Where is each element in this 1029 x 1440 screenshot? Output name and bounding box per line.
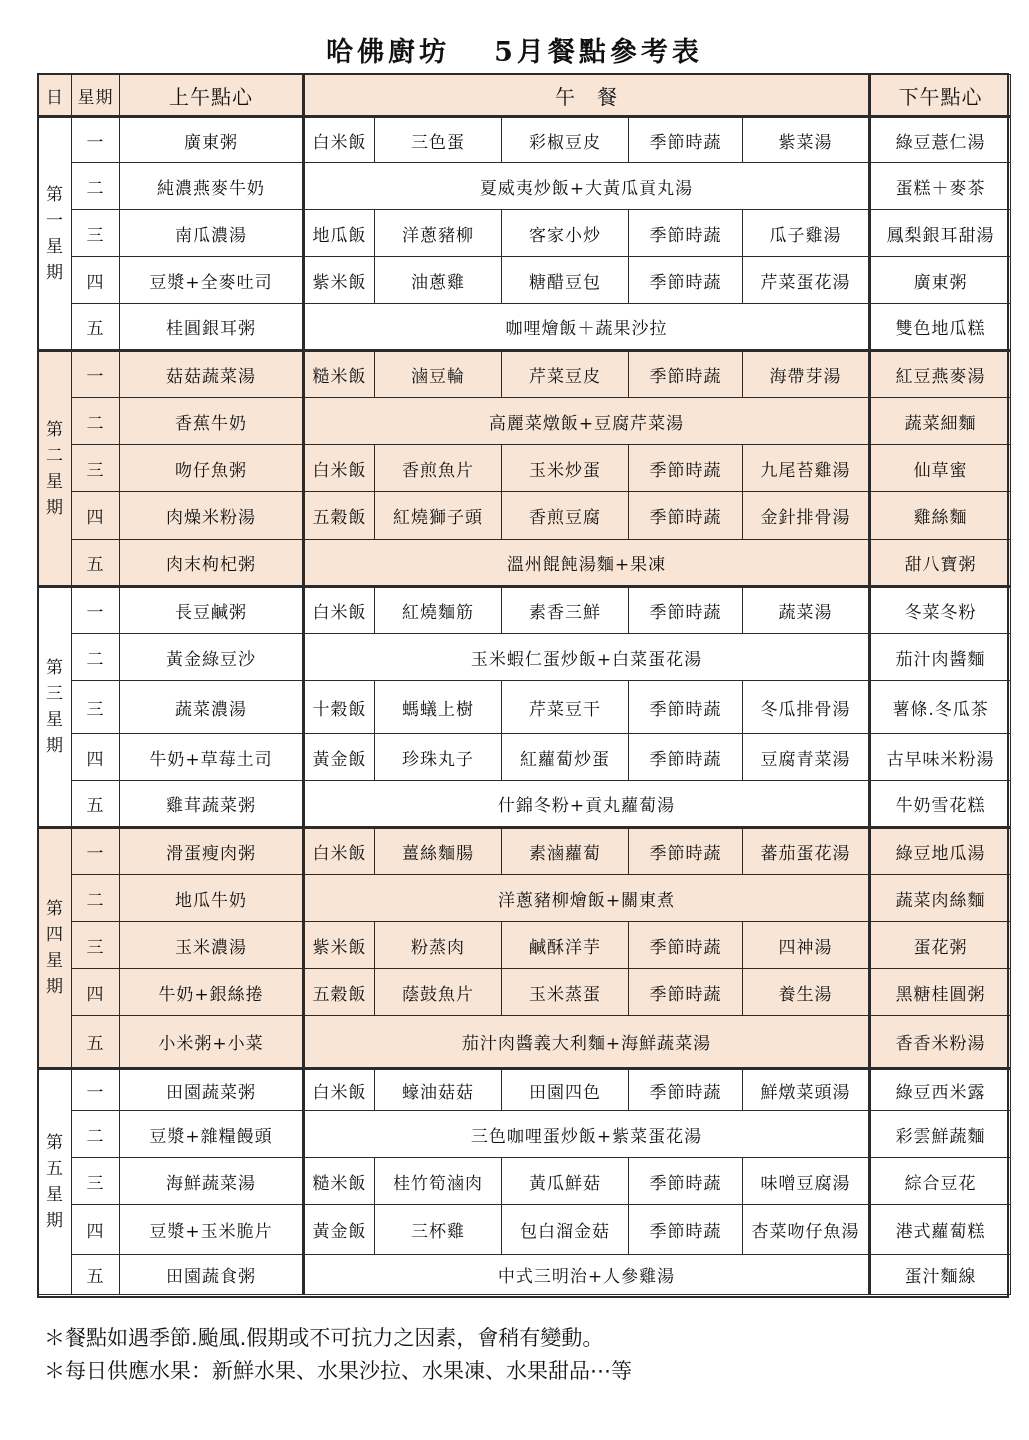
lunch-side-cell: 彩椒豆皮 [502,117,629,163]
lunch-vegetable-cell: 季節時蔬 [629,492,743,540]
weekday-cell: 一 [72,587,120,634]
lunch-main-cell: 油蔥雞 [375,257,502,304]
lunch-main-cell: 三杯雞 [375,1205,502,1255]
weekday-cell: 四 [72,734,120,781]
lunch-vegetable-cell: 季節時蔬 [629,734,743,781]
weekday-cell: 五 [72,540,120,587]
header-afternoon-snack: 下午點心 [870,75,1011,117]
lunch-staple-cell: 白米飯 [304,587,375,634]
lunch-main-cell: 粉蒸肉 [375,922,502,969]
table-row [39,1016,1011,1069]
week-label-char: 星 [46,710,64,730]
lunch-side-cell: 黃瓜鮮菇 [502,1158,629,1205]
morning-snack-cell: 牛奶+草莓土司 [120,734,304,781]
week-label-char: 星 [46,951,64,971]
lunch-soup-cell: 味噌豆腐湯 [743,1158,870,1205]
afternoon-snack-cell: 蛋糕＋麥茶 [870,163,1011,210]
week-label-char: 星 [46,1185,64,1205]
lunch-soup-cell: 四神湯 [743,922,870,969]
weekday-cell: 三 [72,681,120,734]
morning-snack-cell: 廣東粥 [120,117,304,163]
lunch-main-cell: 三色蛋 [375,117,502,163]
lunch-vegetable-cell: 季節時蔬 [629,587,743,634]
table-row [39,257,1011,304]
table-row [39,781,1011,828]
lunch-combined-cell: 三色咖哩蛋炒飯+紫菜蛋花湯 [304,1111,870,1158]
weekday-cell: 五 [72,1016,120,1069]
morning-snack-cell: 肉末枸杞粥 [120,540,304,587]
header-morning-snack: 上午點心 [120,75,304,117]
lunch-side-cell: 芹菜豆皮 [502,351,629,398]
lunch-main-cell: 紅燒麵筋 [375,587,502,634]
lunch-combined-cell: 夏威夷炒飯+大黃瓜貢丸湯 [304,163,870,210]
weekday-cell: 三 [72,922,120,969]
weekday-cell: 五 [72,304,120,351]
week-label-char: 期 [46,736,64,756]
lunch-main-cell: 洋蔥豬柳 [375,210,502,257]
table-row [39,492,1011,540]
lunch-side-cell: 田園四色 [502,1069,629,1111]
afternoon-snack-cell: 蔬菜肉絲麵 [870,875,1011,922]
table-row [39,540,1011,587]
morning-snack-cell: 牛奶+銀絲捲 [120,969,304,1016]
week-label-char: 第 [46,184,64,205]
lunch-vegetable-cell: 季節時蔬 [629,1205,743,1255]
week-label-char: 第 [46,1133,64,1153]
week-label [39,828,72,1069]
lunch-main-cell: 蔭鼓魚片 [375,969,502,1016]
afternoon-snack-cell: 蛋汁麵線 [870,1255,1011,1295]
header-weekday: 星期 [72,75,120,117]
afternoon-snack-cell: 港式蘿蔔糕 [870,1205,1011,1255]
lunch-staple-cell: 黃金飯 [304,734,375,781]
lunch-staple-cell: 五穀飯 [304,969,375,1016]
morning-snack-cell: 菇菇蔬菜湯 [120,351,304,398]
weekday-cell: 四 [72,1205,120,1255]
table-row [39,1205,1011,1255]
lunch-staple-cell: 紫米飯 [304,922,375,969]
lunch-soup-cell: 海帶芽湯 [743,351,870,398]
lunch-combined-cell: 洋蔥豬柳燴飯+關東煮 [304,875,870,922]
morning-snack-cell: 蔬菜濃湯 [120,681,304,734]
lunch-staple-cell: 糙米飯 [304,351,375,398]
weekday-cell: 三 [72,210,120,257]
lunch-soup-cell: 冬瓜排骨湯 [743,681,870,734]
note-line: ＊餐點如遇季節.颱風.假期或不可抗力之因素，會稍有變動。 [44,1326,604,1350]
lunch-soup-cell: 蕃茄蛋花湯 [743,828,870,875]
lunch-vegetable-cell: 季節時蔬 [629,922,743,969]
lunch-staple-cell: 五穀飯 [304,492,375,540]
lunch-side-cell: 香煎豆腐 [502,492,629,540]
lunch-soup-cell: 鮮燉菜頭湯 [743,1069,870,1111]
table-row [39,117,1011,163]
table-row [39,828,1011,875]
lunch-combined-cell: 什錦冬粉+貢丸蘿蔔湯 [304,781,870,828]
note-line: ＊每日供應水果：新鮮水果、水果沙拉、水果凍、水果甜品⋯等 [44,1359,632,1383]
table-row [39,1111,1011,1158]
lunch-main-cell: 薑絲麵腸 [375,828,502,875]
lunch-main-cell: 珍珠丸子 [375,734,502,781]
header-lunch: 午 餐 [304,75,870,117]
morning-snack-cell: 豆漿+雜糧饅頭 [120,1111,304,1158]
afternoon-snack-cell: 雙色地瓜糕 [870,304,1011,351]
lunch-soup-cell: 芹菜蛋花湯 [743,257,870,304]
lunch-side-cell: 客家小炒 [502,210,629,257]
week-label-char: 期 [46,262,64,283]
afternoon-snack-cell: 綠豆西米露 [870,1069,1011,1111]
lunch-staple-cell: 白米飯 [304,117,375,163]
morning-snack-cell: 肉燥米粉湯 [120,492,304,540]
afternoon-snack-cell: 綜合豆花 [870,1158,1011,1205]
lunch-staple-cell: 糙米飯 [304,1158,375,1205]
lunch-vegetable-cell: 季節時蔬 [629,257,743,304]
lunch-combined-cell: 溫州餛飩湯麵+果凍 [304,540,870,587]
morning-snack-cell: 黃金綠豆沙 [120,634,304,681]
week-label [39,117,72,351]
lunch-staple-cell: 白米飯 [304,1069,375,1111]
lunch-main-cell: 紅燒獅子頭 [375,492,502,540]
table-row [39,875,1011,922]
weekday-cell: 四 [72,969,120,1016]
lunch-vegetable-cell: 季節時蔬 [629,445,743,492]
week-label-char: 二 [46,445,64,466]
lunch-main-cell: 蠔油菇菇 [375,1069,502,1111]
lunch-combined-cell: 玉米蝦仁蛋炒飯+白菜蛋花湯 [304,634,870,681]
menu-body [39,117,1011,1295]
week-label-char: 四 [46,925,64,945]
lunch-side-cell: 鹹酥洋芋 [502,922,629,969]
weekday-cell: 一 [72,828,120,875]
lunch-staple-cell: 白米飯 [304,828,375,875]
morning-snack-cell: 地瓜牛奶 [120,875,304,922]
lunch-soup-cell: 金針排骨湯 [743,492,870,540]
weekday-cell: 四 [72,257,120,304]
lunch-main-cell: 滷豆輪 [375,351,502,398]
page-title [0,24,1029,74]
afternoon-snack-cell: 雞絲麵 [870,492,1011,540]
afternoon-snack-cell: 廣東粥 [870,257,1011,304]
lunch-combined-cell: 高麗菜燉飯+豆腐芹菜湯 [304,398,870,445]
week-label-char: 三 [46,684,64,704]
week-label-char: 第 [46,419,64,440]
morning-snack-cell: 桂圓銀耳粥 [120,304,304,351]
week-label-char: 期 [46,497,64,518]
lunch-soup-cell: 蔬菜湯 [743,587,870,634]
table-row [39,587,1011,634]
lunch-side-cell: 素香三鮮 [502,587,629,634]
weekday-cell: 五 [72,781,120,828]
lunch-side-cell: 糖醋豆包 [502,257,629,304]
lunch-side-cell: 素滷蘿蔔 [502,828,629,875]
lunch-side-cell: 玉米炒蛋 [502,445,629,492]
morning-snack-cell: 滑蛋瘦肉粥 [120,828,304,875]
morning-snack-cell: 純濃燕麥牛奶 [120,163,304,210]
lunch-main-cell: 香煎魚片 [375,445,502,492]
afternoon-snack-cell: 鳳梨銀耳甜湯 [870,210,1011,257]
table-row [39,922,1011,969]
morning-snack-cell: 海鮮蔬菜湯 [120,1158,304,1205]
afternoon-snack-cell: 綠豆薏仁湯 [870,117,1011,163]
header-day: 日 [39,75,72,117]
weekday-cell: 一 [72,117,120,163]
lunch-soup-cell: 養生湯 [743,969,870,1016]
weekday-cell: 三 [72,1158,120,1205]
lunch-side-cell: 包白溜金菇 [502,1205,629,1255]
weekday-cell: 二 [72,875,120,922]
weekday-cell: 五 [72,1255,120,1295]
table-row [39,304,1011,351]
morning-snack-cell: 豆漿+全麥吐司 [120,257,304,304]
weekday-cell: 二 [72,634,120,681]
afternoon-snack-cell: 古早味米粉湯 [870,734,1011,781]
lunch-side-cell: 紅蘿蔔炒蛋 [502,734,629,781]
weekday-cell: 二 [72,398,120,445]
lunch-vegetable-cell: 季節時蔬 [629,828,743,875]
week-label-char: 期 [46,1211,64,1231]
afternoon-snack-cell: 香香米粉湯 [870,1016,1011,1069]
lunch-combined-cell: 中式三明治+人參雞湯 [304,1255,870,1295]
afternoon-snack-cell: 黑糖桂圓粥 [870,969,1011,1016]
lunch-combined-cell: 茄汁肉醬義大利麵+海鮮蔬菜湯 [304,1016,870,1069]
table-row [39,681,1011,734]
morning-snack-cell: 田園蔬菜粥 [120,1069,304,1111]
afternoon-snack-cell: 蛋花粥 [870,922,1011,969]
weekday-cell: 二 [72,1111,120,1158]
afternoon-snack-cell: 紅豆燕麥湯 [870,351,1011,398]
afternoon-snack-cell: 彩雲鮮蔬麵 [870,1111,1011,1158]
lunch-staple-cell: 十穀飯 [304,681,375,734]
lunch-soup-cell: 紫菜湯 [743,117,870,163]
lunch-vegetable-cell: 季節時蔬 [629,969,743,1016]
lunch-soup-cell: 杏菜吻仔魚湯 [743,1205,870,1255]
afternoon-snack-cell: 蔬菜細麵 [870,398,1011,445]
morning-snack-cell: 玉米濃湯 [120,922,304,969]
lunch-side-cell: 玉米蒸蛋 [502,969,629,1016]
week-label-char: 五 [46,1159,64,1179]
week-label [39,1069,72,1295]
table-row [39,210,1011,257]
morning-snack-cell: 豆漿+玉米脆片 [120,1205,304,1255]
weekday-cell: 一 [72,351,120,398]
afternoon-snack-cell: 薯條.冬瓜茶 [870,681,1011,734]
week-label-char: 星 [46,471,64,492]
afternoon-snack-cell: 仙草蜜 [870,445,1011,492]
table-row [39,634,1011,681]
lunch-soup-cell: 瓜子雞湯 [743,210,870,257]
lunch-combined-cell: 咖哩燴飯＋蔬果沙拉 [304,304,870,351]
table-row [39,1158,1011,1205]
table-row [39,969,1011,1016]
weekday-cell: 一 [72,1069,120,1111]
lunch-staple-cell: 紫米飯 [304,257,375,304]
lunch-staple-cell: 白米飯 [304,445,375,492]
lunch-vegetable-cell: 季節時蔬 [629,1158,743,1205]
afternoon-snack-cell: 綠豆地瓜湯 [870,828,1011,875]
table-row [39,445,1011,492]
morning-snack-cell: 吻仔魚粥 [120,445,304,492]
title-main: 哈佛廚坊 [326,36,451,68]
lunch-vegetable-cell: 季節時蔬 [629,210,743,257]
lunch-vegetable-cell: 季節時蔬 [629,1069,743,1111]
week-label-char: 期 [46,977,64,997]
afternoon-snack-cell: 冬菜冬粉 [870,587,1011,634]
footer-notes [44,1322,1004,1388]
header-row [39,75,1011,117]
morning-snack-cell: 雞茸蔬菜粥 [120,781,304,828]
afternoon-snack-cell: 茄汁肉醬麵 [870,634,1011,681]
lunch-soup-cell: 九尾苔雞湯 [743,445,870,492]
weekday-cell: 二 [72,163,120,210]
table-row [39,163,1011,210]
week-label-char: 第 [46,658,64,678]
week-label-char: 一 [46,210,64,231]
lunch-vegetable-cell: 季節時蔬 [629,351,743,398]
menu-table [38,74,1011,1295]
lunch-main-cell: 螞蟻上樹 [375,681,502,734]
afternoon-snack-cell: 牛奶雪花糕 [870,781,1011,828]
morning-snack-cell: 南瓜濃湯 [120,210,304,257]
week-label [39,587,72,828]
weekday-cell: 四 [72,492,120,540]
week-label-char: 第 [46,899,64,919]
lunch-staple-cell: 地瓜飯 [304,210,375,257]
weekday-cell: 三 [72,445,120,492]
morning-snack-cell: 長豆鹹粥 [120,587,304,634]
table-row [39,398,1011,445]
table-row [39,734,1011,781]
lunch-main-cell: 桂竹筍滷肉 [375,1158,502,1205]
week-label-char: 星 [46,236,64,257]
morning-snack-cell: 田園蔬食粥 [120,1255,304,1295]
morning-snack-cell: 小米粥+小菜 [120,1016,304,1069]
lunch-vegetable-cell: 季節時蔬 [629,681,743,734]
lunch-vegetable-cell: 季節時蔬 [629,117,743,163]
lunch-side-cell: 芹菜豆干 [502,681,629,734]
table-row [39,1069,1011,1111]
lunch-soup-cell: 豆腐青菜湯 [743,734,870,781]
table-row [39,1255,1011,1295]
title-sub: 5月餐點參考表 [494,36,703,68]
lunch-staple-cell: 黃金飯 [304,1205,375,1255]
table-row [39,351,1011,398]
afternoon-snack-cell: 甜八寶粥 [870,540,1011,587]
morning-snack-cell: 香蕉牛奶 [120,398,304,445]
week-label [39,351,72,587]
